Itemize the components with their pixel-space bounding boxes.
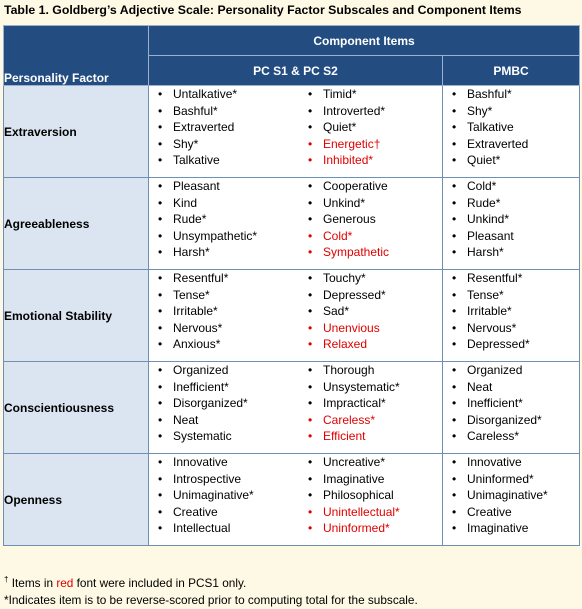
list-item: • Quiet* [299, 119, 439, 136]
pmbc-items-cell [443, 178, 580, 270]
list-item: • Introspective [149, 471, 299, 488]
table-body [4, 86, 580, 546]
list-item: • Cold* [299, 228, 439, 245]
list-item: • Cold* [443, 178, 579, 195]
pmbc-items-cell [443, 454, 580, 546]
pmbc-items-cell [443, 86, 580, 178]
list-item: • Inhibited* [299, 152, 439, 169]
item-list [149, 270, 299, 353]
list-item: • Unintellectual* [299, 504, 439, 521]
item-list [299, 454, 439, 537]
list-item: • Disorganized* [149, 395, 299, 412]
item-list [443, 454, 579, 537]
list-item: • Depressed* [299, 287, 439, 304]
list-item: • Careless* [299, 412, 439, 429]
list-item: • Organized [149, 362, 299, 379]
list-item: • Talkative [149, 152, 299, 169]
factor-label: Agreeableness [4, 178, 149, 270]
list-item: • Unsystematic* [299, 379, 439, 396]
list-item: • Pleasant [443, 228, 579, 245]
table-title: Table 1. Goldberg’s Adjective Scale: Personality Factor Subscales and Component Items [4, 3, 522, 17]
list-item: • Tense* [443, 287, 579, 304]
header-pmbc: PMBC [443, 56, 580, 86]
header-pcs: PC S1 & PC S2 [149, 56, 443, 86]
list-item: • Creative [443, 504, 579, 521]
list-item: • Unsympathetic* [149, 228, 299, 245]
factor-label: Openness [4, 454, 149, 546]
list-item: • Efficient [299, 428, 439, 445]
list-item: • Inefficient* [443, 395, 579, 412]
list-item: • Intellectual [149, 520, 299, 537]
list-item: • Timid* [299, 86, 439, 103]
footnote-1-pre: Items in [8, 575, 57, 590]
item-list [443, 362, 579, 445]
list-item: • Extraverted [443, 136, 579, 153]
list-item: • Tense* [149, 287, 299, 304]
list-item: • Unkind* [299, 195, 439, 212]
list-item: • Resentful* [443, 270, 579, 287]
pcs-items-cell [149, 178, 443, 270]
item-list [299, 86, 439, 169]
list-item: • Relaxed [299, 336, 439, 353]
list-item: • Irritable* [149, 303, 299, 320]
list-item: • Careless* [443, 428, 579, 445]
item-list [149, 178, 299, 261]
list-item: • Neat [443, 379, 579, 396]
header-personality-factor: Personality Factor [4, 26, 149, 86]
list-item: • Bashful* [443, 86, 579, 103]
list-item: • Untalkative* [149, 86, 299, 103]
table-row [4, 270, 580, 362]
item-list [443, 270, 579, 353]
item-list [443, 178, 579, 261]
list-item: • Rude* [443, 195, 579, 212]
list-item: • Touchy* [299, 270, 439, 287]
header-component-items: Component Items [149, 26, 580, 56]
list-item: • Kind [149, 195, 299, 212]
pcs-items-cell [149, 86, 443, 178]
list-item: • Irritable* [443, 303, 579, 320]
item-list [443, 86, 579, 169]
pmbc-items-cell [443, 362, 580, 454]
list-item: • Shy* [149, 136, 299, 153]
list-item: • Extraverted [149, 119, 299, 136]
item-list [299, 362, 439, 445]
list-item: • Sad* [299, 303, 439, 320]
pcs-items-cell [149, 362, 443, 454]
list-item: • Uncreative* [299, 454, 439, 471]
list-item: • Unimaginative* [443, 487, 579, 504]
table-row [4, 178, 580, 270]
table-row [4, 362, 580, 454]
item-list [149, 86, 299, 169]
list-item: • Creative [149, 504, 299, 521]
footnote-2: *Indicates item is to be reverse-scored prior to computing total for the subscale. [4, 593, 418, 607]
footnote-1-post: font were included in PCS1 only. [73, 575, 247, 590]
list-item: • Bashful* [149, 103, 299, 120]
item-list [299, 178, 439, 261]
dagger-mark: † [4, 575, 9, 584]
footnote-1 [4, 575, 246, 590]
list-item: • Energetic† [299, 136, 439, 153]
factor-label: Conscientiousness [4, 362, 149, 454]
table-row [4, 454, 580, 546]
list-item: • Inefficient* [149, 379, 299, 396]
list-item: • Generous [299, 211, 439, 228]
list-item: • Disorganized* [443, 412, 579, 429]
adjective-scale-table [3, 25, 580, 546]
list-item: • Uninformed* [443, 471, 579, 488]
list-item: • Thorough [299, 362, 439, 379]
list-item: • Nervous* [443, 320, 579, 337]
footnote-1-red: red [56, 575, 74, 590]
list-item: • Nervous* [149, 320, 299, 337]
list-item: • Depressed* [443, 336, 579, 353]
list-item: • Organized [443, 362, 579, 379]
list-item: • Harsh* [149, 244, 299, 261]
list-item: • Imaginative [299, 471, 439, 488]
list-item: • Systematic [149, 428, 299, 445]
list-item: • Harsh* [443, 244, 579, 261]
list-item: • Innovative [149, 454, 299, 471]
list-item: • Resentful* [149, 270, 299, 287]
list-item: • Sympathetic [299, 244, 439, 261]
list-item: • Pleasant [149, 178, 299, 195]
factor-label: Emotional Stability [4, 270, 149, 362]
list-item: • Impractical* [299, 395, 439, 412]
item-list [149, 362, 299, 445]
list-item: • Philosophical [299, 487, 439, 504]
table-row [4, 86, 580, 178]
pcs-items-cell [149, 270, 443, 362]
item-list [299, 270, 439, 353]
list-item: • Unenvious [299, 320, 439, 337]
list-item: • Quiet* [443, 152, 579, 169]
list-item: • Neat [149, 412, 299, 429]
list-item: • Introverted* [299, 103, 439, 120]
list-item: • Anxious* [149, 336, 299, 353]
pcs-items-cell [149, 454, 443, 546]
list-item: • Uninformed* [299, 520, 439, 537]
list-item: • Talkative [443, 119, 579, 136]
list-item: • Unimaginative* [149, 487, 299, 504]
list-item: • Shy* [443, 103, 579, 120]
list-item: • Imaginative [443, 520, 579, 537]
list-item: • Rude* [149, 211, 299, 228]
list-item: • Unkind* [443, 211, 579, 228]
item-list [149, 454, 299, 537]
pmbc-items-cell [443, 270, 580, 362]
list-item: • Innovative [443, 454, 579, 471]
factor-label: Extraversion [4, 86, 149, 178]
list-item: • Cooperative [299, 178, 439, 195]
